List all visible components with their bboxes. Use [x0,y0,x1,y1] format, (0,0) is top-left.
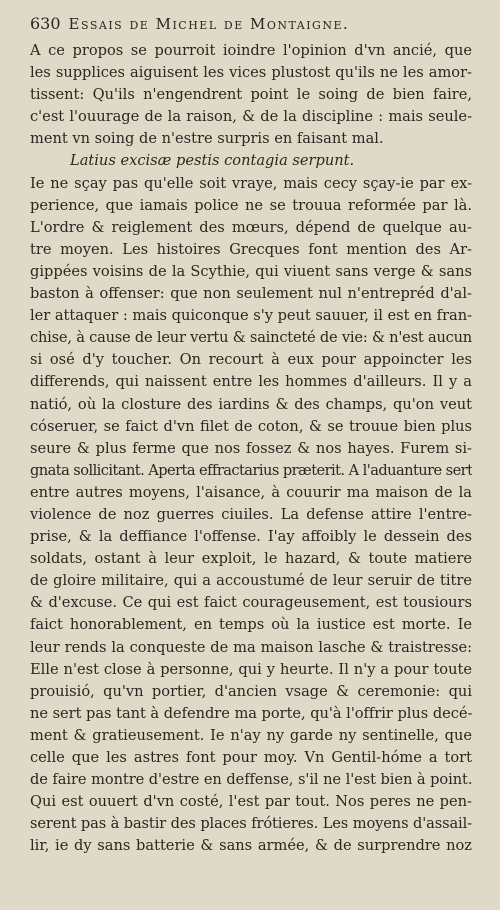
text-line: tre moyen. Les histoires Grecques font mention des Ar- [30,240,472,258]
text-line: natió, où la closture des iardins & des champs, qu'on veut [30,395,472,413]
text-line: si osé d'y toucher. On recourt à eux pour appoincter les [30,351,472,369]
text-line: & d'excuse. Ce qui est faict courageusement, est tousiours [30,594,472,612]
page-header [30,14,472,38]
text-line: prise, & la deffiance l'offense. I'ay affoibly le dessein des [30,528,472,546]
text-line: baston à offenser: que non seulement nul n'entrepréd d'al- [30,285,472,303]
text-line: chise, à cause de leur vertu & saincteté de vie: & n'est aucun [30,329,472,347]
text-line: ment vn soing de n'estre surpris en faisant mal. [30,130,384,148]
text-line: Elle n'est close à personne, qui y heurte. Il n'y a pour toute [30,660,472,678]
text-line: seure & plus ferme que nos fossez & nos hayes. Furem si- [30,439,472,457]
text-line: celle que les astres font pour moy. Vn Gentil-hóme a tort [30,749,472,766]
text-line: Latius excisæ pestis contagia serpunt. [70,152,355,170]
text-line: ne sert pas tant à defendre ma porte, qu'à l'offrir plus decé- [30,704,472,722]
text-line: serent pas à bastir des places frótieres. Les moyens d'assail- [30,815,472,833]
text-line: prouisió, qu'vn portier, d'ancien vsage & ceremonie: qui [30,682,472,700]
text-line: entre autres moyens, l'aisance, à couurir ma maison de la [30,483,472,501]
text-line: cóseruer, se faict d'vn filet de coton, & se trouue bien plus [30,417,472,435]
text-line: lir, ie dy sans batterie & sans armée, & de surprendre noz [30,837,472,855]
text-line: ler attaquer : mais quiconque s'y peut sauuer, il est en fran- [30,307,472,325]
text-line: ment & gratieusement. Ie n'ay ny garde ny sentinelle, que [30,726,472,744]
page-number: 630 [30,14,61,33]
text-line: tissent: Qu'ils n'engendrent point le soing de bien faire, [30,86,472,104]
text-line: c'est l'ouurage de la raison, & de la discipline : mais seule- [30,108,472,126]
text-line: A ce propos se pourroit ioindre l'opinion d'vn ancié, que [30,42,472,59]
text-line: Ie ne sçay pas qu'elle soit vraye, mais cecy sçay-ie par ex- [30,174,472,192]
text-body [30,40,472,857]
running-head: Essais de Michel de Montaigne. [68,15,350,33]
text-line: L'ordre & reiglement des mœurs, dépend de quelque au- [30,218,472,236]
text-line: les supplices aiguisent les vices plustost qu'ils ne les amor- [30,64,472,82]
text-line: de faire montre d'estre en deffense, s'il ne l'est bien à point. [30,771,472,789]
text-line: Qui est ouuert d'vn costé, l'est par tout. Nos peres ne pen- [30,793,472,811]
text-line: de gloire militaire, qui a accoustumé de leur seruir de titre [30,572,472,590]
text-line: violence de noz guerres ciuiles. La defense attire l'entre- [30,505,472,523]
text-line: differends, qui naissent entre les hommes d'ailleurs. Il y a [30,373,472,391]
text-line: perience, que iamais police ne se trouua reformée par là. [30,196,472,214]
text-line: leur rends la conqueste de ma maison lasche & traistresse: [30,638,472,656]
text-line: faict honorablement, en temps où la iustice est morte. Ie [30,616,472,634]
text-line: gippées voisins de la Scythie, qui viuent sans verge & sans [30,262,472,280]
text-line: gnata sollicitant. Aperta effractarius præterit. A l'aduanture sert [30,461,472,479]
text-line: soldats, ostant à leur exploit, le hazard, & toute matiere [30,550,472,568]
